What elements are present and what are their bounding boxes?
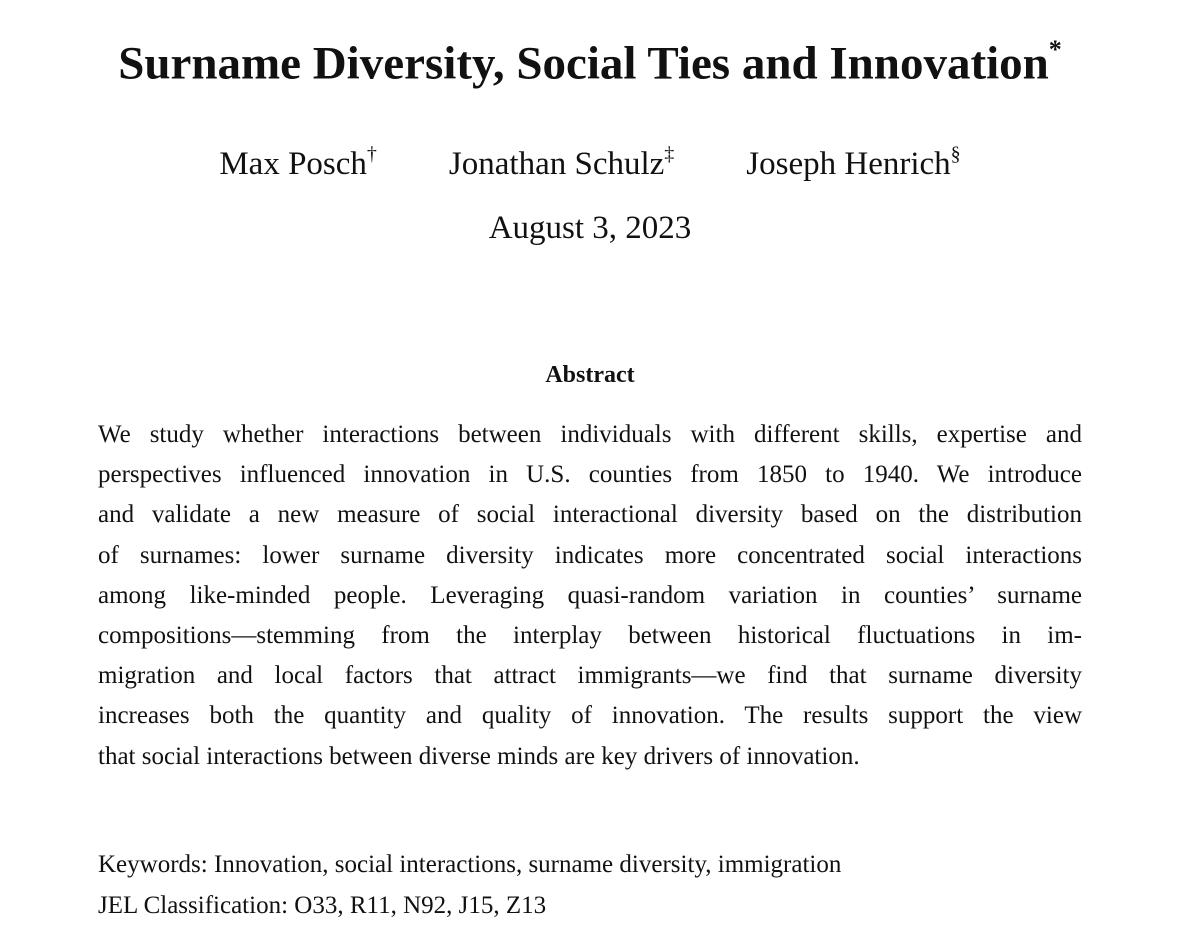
author-jonathan-schulz [449, 134, 674, 186]
abstract-line: We study whether interactions between individuals with different skills, expertise and [98, 421, 1082, 448]
paper-title [0, 26, 1180, 92]
abstract-line: migration and local factors that attract immigrants—we find that surname diversity [98, 662, 1082, 690]
abstract-line: that social interactions between diverse minds are key drivers of innovation. [98, 742, 860, 770]
title-footnote-mark: * [1048, 35, 1062, 64]
author-name: Joseph Henrich [746, 146, 951, 182]
author-joseph-henrich [746, 134, 960, 186]
abstract-line: perspectives influenced innovation in U.S. counties from 1850 to 1940. We introduce [98, 461, 1082, 489]
abstract-line: among like-minded people. Leveraging quasi-random variation in counties’ surname [98, 581, 1082, 609]
author-list [0, 134, 1180, 186]
abstract-line: of surnames: lower surname diversity indicates more concentrated social interactions [98, 541, 1082, 569]
abstract-line: increases both the quantity and quality of innovation. The results support the view [98, 702, 1082, 730]
abstract-line: and validate a new measure of social interactional diversity based on the distribution [98, 501, 1082, 529]
paper-title-text: Surname Diversity, Social Ties and Innovation [118, 37, 1049, 90]
abstract-heading: Abstract [545, 362, 635, 388]
author-name: Max Posch [219, 146, 367, 182]
publication-date: August 3, 2023 [488, 210, 692, 246]
author-footnote-mark: ‡ [664, 143, 675, 165]
paper-metadata [98, 845, 841, 926]
jel-classification-line: JEL Classification: O33, R11, N92, J15, Z13 [98, 891, 547, 919]
abstract-line: compositions—stemming from the interplay between historical fluctuations in im- [98, 621, 1082, 649]
author-max-posch [219, 134, 377, 186]
author-footnote-mark: § [950, 143, 961, 165]
author-name: Jonathan Schulz [448, 146, 665, 182]
author-footnote-mark: † [366, 143, 377, 165]
keywords-line: Keywords: Innovation, social interactions, surname diversity, immigration [98, 851, 842, 878]
abstract-body [98, 415, 1082, 777]
